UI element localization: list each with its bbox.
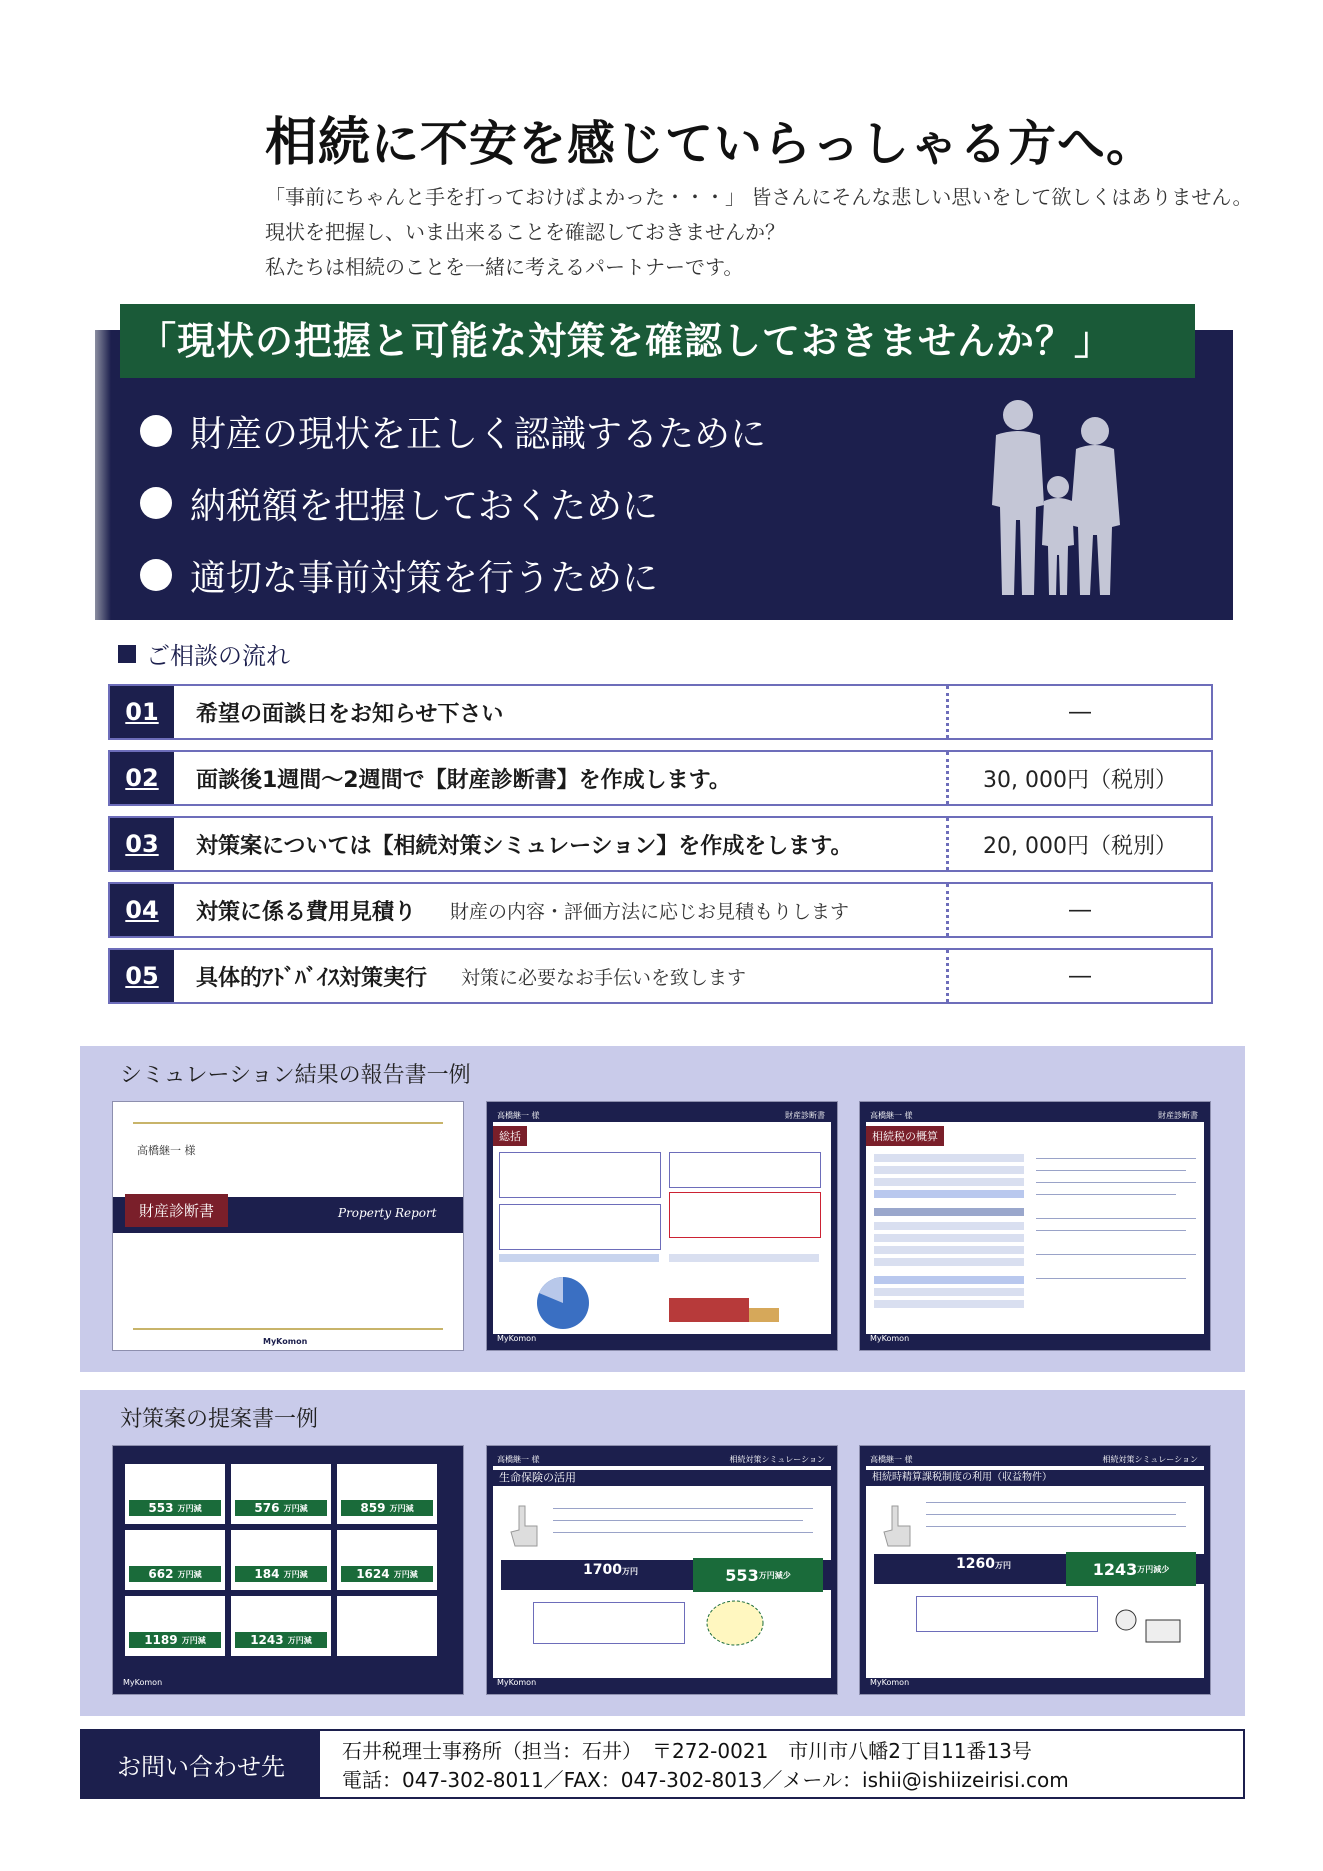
bullet-dot-icon bbox=[140, 559, 172, 591]
thumb-client-name: 高橋継一 様 bbox=[870, 1455, 913, 1464]
thumb-page bbox=[493, 1452, 831, 1688]
thumb-row bbox=[874, 1222, 1024, 1230]
report-samples-panel bbox=[80, 1046, 1245, 1372]
step-price: 30, 000円（税別） bbox=[946, 752, 1211, 804]
step-description bbox=[174, 752, 946, 804]
intro-line: 現状を把握し、いま出来ることを確認しておきませんか？ bbox=[265, 220, 785, 244]
step-description bbox=[174, 884, 946, 936]
result-card bbox=[337, 1464, 437, 1524]
thumb-page bbox=[119, 1452, 457, 1688]
title-kanji: 相続 bbox=[265, 113, 372, 173]
thumb-row bbox=[874, 1234, 1024, 1242]
thumb-client-name: 高橋継一 様 bbox=[497, 1111, 540, 1120]
contact-address: 石井税理士事務所（担当：石井） 〒272-0021 市川市八幡2丁目11番13号 bbox=[342, 1739, 1032, 1763]
thumb-section-label: 相続時精算課税制度の利用（収益物件） bbox=[866, 1470, 1204, 1486]
result-value: 1243 万円減 bbox=[235, 1632, 327, 1648]
step-desc-text: 希望の面談日をお知らせ下さい bbox=[196, 701, 504, 727]
step-price: ― bbox=[946, 686, 1211, 738]
result-card bbox=[231, 1530, 331, 1590]
bullet-text: 財産の現状を正しく認識するために bbox=[190, 413, 767, 455]
bullet-dot-icon bbox=[140, 487, 172, 519]
bullet-dot-icon bbox=[140, 415, 172, 447]
flow-step bbox=[108, 684, 1213, 740]
text-line bbox=[926, 1502, 1186, 1503]
result-card bbox=[231, 1596, 331, 1656]
pointing-hand-icon bbox=[505, 1502, 545, 1552]
thumb-footer bbox=[493, 1678, 831, 1688]
square-bullet-icon bbox=[118, 645, 136, 663]
step-desc-text: 対策に係る費用見積り bbox=[196, 899, 417, 925]
bar-shape bbox=[669, 1298, 749, 1322]
text-line bbox=[553, 1520, 803, 1521]
thumb-row bbox=[874, 1178, 1024, 1186]
result-value: 184 万円減 bbox=[235, 1566, 327, 1582]
step-number: 05 bbox=[110, 950, 174, 1002]
thumb-row bbox=[874, 1288, 1024, 1296]
before-value: 1260万円 bbox=[956, 1556, 1011, 1572]
text-line bbox=[1036, 1158, 1196, 1159]
flow-step bbox=[108, 882, 1213, 938]
result-card-empty bbox=[337, 1596, 437, 1656]
thumb-box bbox=[499, 1152, 661, 1198]
thumb-header bbox=[493, 1108, 831, 1122]
step-description bbox=[174, 950, 946, 1002]
result-card bbox=[337, 1530, 437, 1590]
contact-label: お問い合わせ先 bbox=[82, 1731, 320, 1797]
thumb-row bbox=[874, 1258, 1024, 1266]
thumb-row bbox=[874, 1300, 1024, 1308]
proposal-samples-panel bbox=[80, 1390, 1245, 1716]
step-number: 04 bbox=[110, 884, 174, 936]
step-description bbox=[174, 818, 946, 870]
contact-info bbox=[320, 1731, 1243, 1797]
gold-rule bbox=[133, 1328, 443, 1330]
thumb-page bbox=[866, 1452, 1204, 1688]
thumb-section-label: 相続税の概算 bbox=[866, 1126, 944, 1146]
text-line bbox=[926, 1526, 1186, 1527]
result-value: 662 万円減 bbox=[129, 1566, 221, 1582]
bullet-text: 適切な事前対策を行うために bbox=[190, 557, 659, 599]
bullet-item bbox=[140, 539, 766, 611]
report-thumb-summary bbox=[486, 1101, 838, 1351]
text-line bbox=[1036, 1170, 1186, 1171]
thumb-logo: MyKomon bbox=[263, 1337, 308, 1346]
step-desc-text: 面談後1週間～2週間で【財産診断書】を作成します。 bbox=[196, 767, 731, 793]
thumb-box bbox=[669, 1152, 821, 1188]
before-value: 1700万円 bbox=[583, 1562, 638, 1578]
report-samples-title: シミュレーション結果の報告書一例 bbox=[120, 1063, 471, 1088]
thumb-script-title: Property Report bbox=[338, 1206, 437, 1220]
contact-phone-email[interactable]: 電話：047-302-8011／FAX：047-302-8013／メール：ishii@ishiizeirisi.com bbox=[342, 1768, 1069, 1792]
step-price: ― bbox=[946, 950, 1211, 1002]
text-line bbox=[1036, 1278, 1186, 1279]
result-card bbox=[125, 1464, 225, 1524]
thumb-report-label: 財産診断書 bbox=[125, 1194, 228, 1227]
flow-step bbox=[108, 816, 1213, 872]
thumb-header-right: 財産診断書 bbox=[1158, 1111, 1198, 1120]
thumb-row bbox=[669, 1254, 819, 1262]
bar-shape bbox=[749, 1308, 779, 1322]
step-price: 20, 000円（税別） bbox=[946, 818, 1211, 870]
pie-chart-icon bbox=[523, 1273, 603, 1333]
after-value: 1243 万円減少 bbox=[1066, 1552, 1196, 1586]
thumb-logo: MyKomon bbox=[123, 1678, 163, 1687]
thumb-footer bbox=[493, 1334, 831, 1344]
thumb-row bbox=[874, 1208, 1024, 1216]
intro-line: 私たちは相続のことを一緒に考えるパートナーです。 bbox=[265, 255, 744, 279]
pointing-hand-icon bbox=[878, 1502, 918, 1552]
banner-headline: 「現状の把握と可能な対策を確認しておきませんか？」 bbox=[120, 304, 1195, 378]
step-number: 01 bbox=[110, 686, 174, 738]
thumb-page bbox=[493, 1108, 831, 1344]
flow-step bbox=[108, 948, 1213, 1004]
thumb-logo: MyKomon bbox=[497, 1334, 537, 1343]
step-number: 03 bbox=[110, 818, 174, 870]
step-sub-text: 対策に必要なお手伝いを致します bbox=[461, 966, 747, 989]
text-line bbox=[1036, 1254, 1196, 1255]
thumb-row bbox=[874, 1190, 1024, 1198]
thumb-logo: MyKomon bbox=[870, 1334, 910, 1343]
thumb-section-label: 生命保険の活用 bbox=[493, 1470, 831, 1486]
people-icon bbox=[1106, 1602, 1186, 1652]
thumb-row bbox=[874, 1154, 1024, 1162]
thumb-row bbox=[874, 1246, 1024, 1254]
step-description bbox=[174, 686, 946, 738]
thumb-box bbox=[499, 1204, 661, 1250]
family-silhouette-icon bbox=[980, 395, 1130, 605]
step-number: 02 bbox=[110, 752, 174, 804]
thumb-section-label: 総括 bbox=[493, 1126, 527, 1146]
thumb-page bbox=[866, 1108, 1204, 1344]
step-desc-text: 対策案については【相続対策シミュレーション】を作成をします。 bbox=[196, 833, 853, 859]
step-desc-text: 具体的ｱﾄﾞﾊﾞｲｽ対策実行 bbox=[196, 965, 428, 991]
result-value: 1189 万円減 bbox=[129, 1632, 221, 1648]
result-card bbox=[231, 1464, 331, 1524]
thumb-client-name: 高橋継一 様 bbox=[870, 1111, 913, 1120]
after-value: 553 万円減少 bbox=[693, 1558, 823, 1592]
bullet-item bbox=[140, 395, 766, 467]
proposal-thumb-insurance bbox=[486, 1445, 838, 1695]
thumb-header-right: 相続対策シミュレーション bbox=[1102, 1455, 1198, 1464]
result-value: 1624 万円減 bbox=[341, 1566, 433, 1582]
thumb-logo: MyKomon bbox=[870, 1678, 910, 1687]
intro-line: 「事前にちゃんと手を打っておけばよかった・・・」 皆さんにそんな悲しい思いをして欲しくはありません。 bbox=[265, 185, 1253, 209]
page-title bbox=[265, 100, 1155, 175]
text-line bbox=[1036, 1194, 1176, 1195]
badge-icon bbox=[705, 1598, 765, 1648]
flow-steps bbox=[108, 684, 1213, 1014]
banner-bullets bbox=[140, 395, 766, 611]
thumb-footer bbox=[866, 1334, 1204, 1344]
report-thumb-tax bbox=[859, 1101, 1211, 1351]
text-line bbox=[553, 1508, 813, 1509]
thumb-row bbox=[874, 1276, 1024, 1284]
flow-title-text: ご相談の流れ bbox=[146, 642, 290, 670]
result-card bbox=[125, 1596, 225, 1656]
banner-shadow bbox=[95, 330, 111, 620]
step-price: ― bbox=[946, 884, 1211, 936]
text-line bbox=[553, 1532, 813, 1533]
text-line bbox=[1036, 1218, 1196, 1219]
gold-rule bbox=[133, 1122, 443, 1124]
text-line bbox=[1036, 1230, 1186, 1231]
result-card bbox=[125, 1530, 225, 1590]
result-value: 859 万円減 bbox=[341, 1500, 433, 1516]
thumb-header-right: 相続対策シミュレーション bbox=[729, 1455, 825, 1464]
text-line bbox=[1036, 1182, 1196, 1183]
step-sub-text: 財産の内容・評価方法に応じお見積もりします bbox=[450, 900, 850, 923]
intro-text bbox=[265, 180, 1253, 285]
contact-box bbox=[80, 1729, 1245, 1799]
proposal-samples-title: 対策案の提案書一例 bbox=[120, 1407, 319, 1432]
thumb-box bbox=[669, 1192, 821, 1238]
title-rest: に不安を感じていらっしゃる方へ。 bbox=[371, 116, 1156, 172]
thumb-header-right: 財産診断書 bbox=[785, 1111, 825, 1120]
thumb-logo: MyKomon bbox=[497, 1678, 537, 1687]
thumb-row bbox=[874, 1166, 1024, 1174]
thumb-client-name: 高橋継一 様 bbox=[497, 1455, 540, 1464]
thumb-table bbox=[533, 1602, 685, 1644]
result-value: 553 万円減 bbox=[129, 1500, 221, 1516]
bullet-item bbox=[140, 467, 766, 539]
flow-step bbox=[108, 750, 1213, 806]
thumb-footer bbox=[866, 1678, 1204, 1688]
report-thumb-cover bbox=[112, 1101, 464, 1351]
flow-title bbox=[118, 636, 290, 671]
result-value: 576 万円減 bbox=[235, 1500, 327, 1516]
thumb-table bbox=[916, 1596, 1098, 1632]
proposal-thumb-grid bbox=[112, 1445, 464, 1695]
text-line bbox=[926, 1514, 1176, 1515]
proposal-thumb-settlement bbox=[859, 1445, 1211, 1695]
thumb-header bbox=[866, 1108, 1204, 1122]
thumb-client-name: 高橋継一 様 bbox=[137, 1144, 196, 1157]
bullet-text: 納税額を把握しておくために bbox=[190, 485, 659, 527]
thumb-row bbox=[499, 1254, 659, 1262]
